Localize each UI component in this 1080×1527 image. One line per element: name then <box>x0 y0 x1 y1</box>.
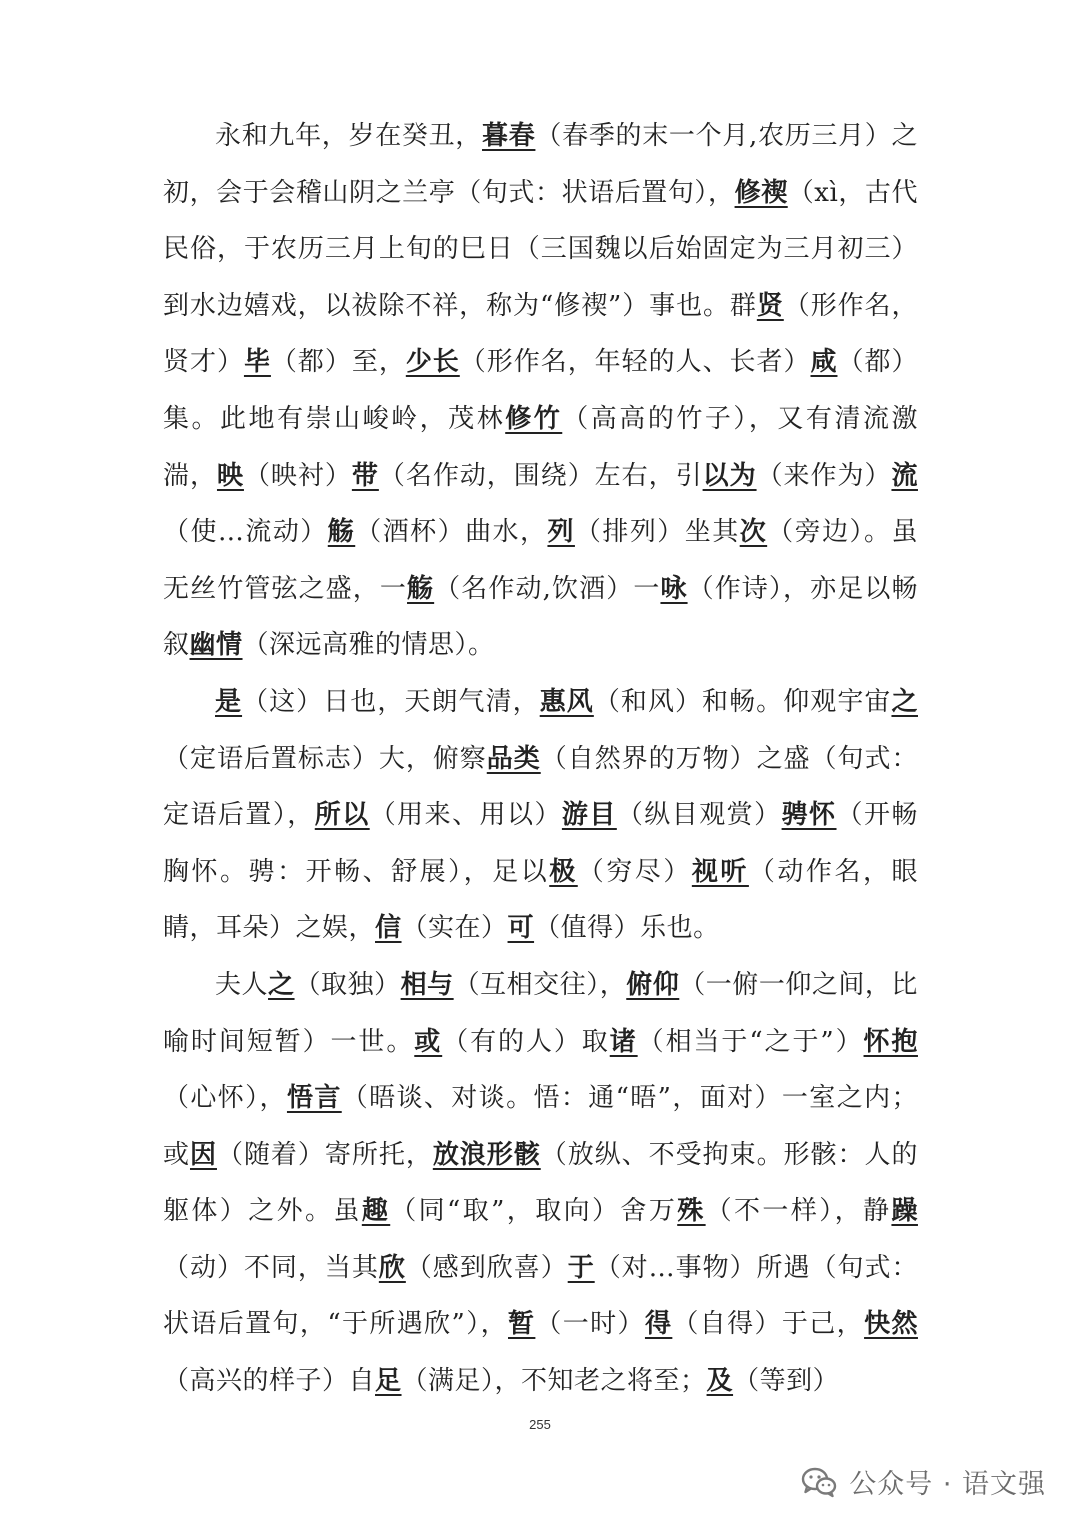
text-segment: （有的人）取 <box>442 1026 610 1057</box>
annotated-term: 之 <box>268 969 295 1000</box>
annotated-term: 所以 <box>314 800 370 831</box>
annotated-term: 咸 <box>810 347 838 378</box>
text-segment: （来作为） <box>756 460 892 491</box>
text-segment: （值得）乐也。 <box>534 913 720 944</box>
annotated-term: 视听 <box>691 856 749 887</box>
text-segment: （实在） <box>401 913 508 944</box>
text-segment: （取独） <box>294 969 401 1000</box>
text-segment: （排列）坐其 <box>574 517 740 548</box>
annotated-term: 带 <box>351 460 379 491</box>
annotated-term: 次 <box>739 517 768 548</box>
annotated-term: 足 <box>375 1366 402 1397</box>
annotated-term: 品类 <box>486 743 541 774</box>
annotated-term: 以为 <box>702 460 757 491</box>
text-segment: （这）日也，天朗气清， <box>242 686 540 717</box>
text-segment: （映衬） <box>243 460 352 491</box>
annotated-term: 觞 <box>327 517 356 548</box>
page-number: 255 <box>529 1417 551 1432</box>
annotated-term: 快然 <box>864 1309 918 1340</box>
text-segment: （春季的末一个月,农历三月）之初，会于会稽山阴之兰亭（句式：状语后置句）， <box>163 121 918 208</box>
text-segment: （不一样），静 <box>705 1196 892 1227</box>
annotated-term: 于 <box>567 1252 595 1283</box>
annotated-term: 及 <box>706 1366 734 1397</box>
text-segment: （等到） <box>733 1366 840 1397</box>
paragraph <box>163 674 918 957</box>
annotated-term: 信 <box>375 913 402 944</box>
paragraph <box>163 108 918 674</box>
annotated-term: 暂 <box>508 1309 536 1340</box>
text-segment: （深远高雅的情思）。 <box>242 630 495 661</box>
annotated-term: 毕 <box>243 347 271 378</box>
text-segment: （相当于“之于”） <box>637 1026 864 1057</box>
text-segment: （放纵、不受拘束。形骸：人的躯体）之外。虽 <box>163 1139 918 1227</box>
annotated-term: 欣 <box>378 1252 406 1283</box>
text-segment: （名作动，围绕）左右，引 <box>378 460 703 491</box>
annotated-term: 俯仰 <box>626 969 680 1000</box>
text-segment: （随着）寄所托， <box>216 1139 433 1170</box>
text-segment: （开畅胸怀。骋：开畅、舒展），足以 <box>163 800 918 887</box>
text-segment: （高兴的样子）自 <box>163 1366 376 1397</box>
annotated-term: 殊 <box>677 1196 706 1227</box>
text-segment: （纵目观赏） <box>616 800 782 831</box>
annotated-term: 修禊 <box>734 177 788 208</box>
annotated-term: 或 <box>414 1026 443 1057</box>
annotated-term: 列 <box>547 517 575 548</box>
text-segment: （穷尽） <box>577 856 692 887</box>
text-segment: （对…事物）所遇（句式：状语后置句，“于所遇欣”）， <box>163 1252 918 1340</box>
annotated-term: 流 <box>891 460 918 491</box>
annotated-term: 怀抱 <box>863 1026 918 1057</box>
annotated-term: 游目 <box>561 800 617 831</box>
text-segment: （动作名，眼睛，耳朵）之娱， <box>163 856 918 944</box>
annotated-term: 之 <box>891 686 918 717</box>
document-body <box>163 108 918 1410</box>
text-segment: （和风）和畅。仰观宇宙 <box>593 686 892 717</box>
text-segment: （一时） <box>535 1309 645 1340</box>
annotated-term: 咏 <box>660 573 688 604</box>
annotated-term: 相与 <box>400 969 454 1000</box>
text-segment: （心怀）， <box>163 1083 287 1114</box>
text-segment: （名作动,饮酒）一 <box>434 573 661 604</box>
text-segment: （高高的竹子），又有清流激湍， <box>163 403 918 491</box>
text-segment: 夫人 <box>215 969 269 1000</box>
text-segment: （酒杯）曲水， <box>355 517 548 548</box>
text-segment: （作诗），亦足以畅叙 <box>163 573 918 661</box>
text-segment: （旁边）。虽无丝竹管弦之盛，一 <box>163 517 918 604</box>
annotated-term: 放浪形骸 <box>432 1139 541 1170</box>
annotated-term: 修竹 <box>505 403 563 434</box>
annotated-term: 诸 <box>609 1026 638 1057</box>
annotated-term: 是 <box>215 686 243 717</box>
text-segment: （都）至， <box>270 347 406 378</box>
annotated-term: 惠风 <box>539 686 594 717</box>
text-segment: （都）集。此地有崇山峻岭，茂林 <box>163 347 918 434</box>
text-segment: （互相交往）， <box>453 969 627 1000</box>
text-segment: （一俯一仰之间，比喻时间短暂）一世。 <box>163 969 918 1057</box>
annotated-term: 极 <box>549 856 578 887</box>
text-segment: （感到欣喜） <box>405 1252 568 1283</box>
wechat-icon <box>801 1466 837 1498</box>
annotated-term: 幽情 <box>189 630 243 661</box>
annotated-term: 趣 <box>361 1196 391 1227</box>
text-segment: （晤谈、对谈。悟：通“晤”，面对）一室之内；或 <box>163 1083 918 1170</box>
annotated-term: 躁 <box>891 1196 918 1227</box>
annotated-term: 得 <box>644 1309 673 1340</box>
text-segment: （xì，古代民俗，于农历三月上旬的巳日（三国魏以后始固定为三月初三）到水边嬉戏，以祓除不祥，称为“修禊”）事也。群 <box>163 177 918 321</box>
text-segment: （使…流动） <box>163 517 328 548</box>
text-segment: （用来、用以） <box>369 800 562 831</box>
text-segment: （形作名，年轻的人、长者） <box>459 347 811 378</box>
annotated-term: 少长 <box>405 347 460 378</box>
annotated-term: 可 <box>507 913 535 944</box>
annotated-term: 骋怀 <box>781 800 837 831</box>
text-segment: （动）不同，当其 <box>163 1252 379 1283</box>
text-segment: （形作名，贤才） <box>163 290 918 378</box>
text-segment: 永和九年，岁在癸丑， <box>215 121 483 151</box>
annotated-term: 觞 <box>407 573 435 604</box>
text-segment: （定语后置标志）大，俯察 <box>163 743 487 774</box>
text-segment: （满足），不知老之将至； <box>401 1366 707 1397</box>
watermark <box>801 1462 1046 1501</box>
annotated-term: 暮春 <box>482 121 536 151</box>
annotated-term: 贤 <box>756 290 784 321</box>
text-segment: （同“取”，取向）舍万 <box>390 1196 678 1227</box>
text-segment: （自然界的万物）之盛（句式：定语后置）， <box>163 743 918 831</box>
annotated-term: 映 <box>216 460 244 491</box>
paragraph <box>163 957 918 1410</box>
annotated-term: 因 <box>189 1139 217 1170</box>
watermark-text: 公众号 · 语文强 <box>849 1469 1046 1500</box>
annotated-term: 悟言 <box>286 1083 342 1114</box>
text-segment: （自得）于己， <box>672 1309 865 1340</box>
